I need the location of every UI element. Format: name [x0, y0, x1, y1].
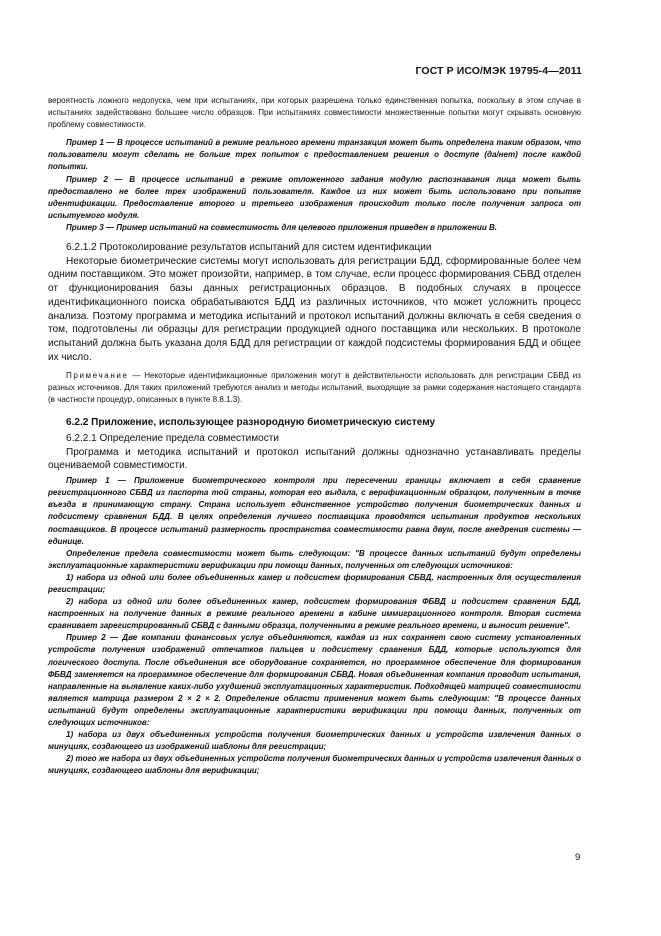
document-body: [48, 95, 581, 778]
example-4-item-2: 2) набора из одной или более объединенных камер, подсистем формирования ФБВД и подсистем сравнения БДД, настроенных на получение данных в режиме реального времени в кабине иммиграционного контроля. Вторая система сравнивает зарегистрированный СБВД с данными образца, полученными в режиме реального времени, и выносит решение".: [48, 597, 581, 631]
example-text: — Приложение биометрического контроля при пересечении границы включает в себя сравнение регистрационного СБВД из паспорта той страны, которая его выдала, с верификационным образцом, полученным в точке въезда в принимающую страну. Страна использует единственное устройство получения биометрических данных и подсистему сравнения БДД. В целях определения лучшего поставщика проводятся испытания продуктов нескольких поставщиков. В процессе испытаний размерность пространства совместимости равна двум, после внедрения системы — единице.: [48, 476, 581, 546]
document-header: ГОСТ Р ИСО/МЭК 19795-4—2011: [415, 65, 582, 77]
example-5: [48, 632, 581, 729]
paragraph-continuation: вероятность ложного недопуска, чем при испытаниях, при которых разрешена только единственная попытка, поскольку в этом случае в испытаниях задействовано большее число образцов. При испытаниях совместимости множественные попытки могут скрывать основную проблему совместимости.: [48, 96, 581, 130]
example-4: [48, 475, 581, 548]
page-number: 9: [575, 852, 581, 863]
example-3: [48, 222, 581, 234]
example-label: Пример 1: [66, 138, 104, 148]
paragraph-6-2-2-1: Программа и методика испытаний и протокол испытаний должны однозначно устанавливать пределы оцениваемой совместимости.: [48, 446, 581, 472]
example-2: [48, 174, 581, 222]
section-heading-6-2-1-2: 6.2.1.2 Протоколирование результатов испытаний для систем идентификации: [66, 242, 432, 254]
example-5-item-2: 2) того же набора из двух объединенных устройств получения биометрических данных и устройств извлечения данных о минуциях, создающего шаблоны для верификации;: [48, 754, 581, 776]
example-label: Пример 3: [66, 222, 104, 232]
example-4-item-1: 1) набора из одной или более объединенных камер и подсистем формирования СБВД, настроенных для осуществления регистрации;: [48, 572, 581, 595]
paragraph-6-2-1-2: Некоторые биометрические системы могут использовать для регистрации БДД, сформированные более чем одним поставщиком. Это может произойти, например, в том случае, если процесс формирования СБВД отделен от функционирования базы данных регистрационных образцов. В подобных случаях в процессе идентификационного поиска обрабатываются БДД из различных источников, что может усложнить процесс анализа. Поэтому программа и методика испытаний и протокол испытаний должны включать в себя сведения о том, подготовлены ли образцы для регистрации продукцией одного поставщика или нескольких. В протоколе испытаний должна быть указана доля БДД для регистрации от каждой подсистемы формирования БДД и общее их число.: [48, 255, 581, 363]
example-text: — В процессе испытаний в режиме реального времени транзакция может быть определена таким образом, что пользователи могут сделать не больше трех попыток с предоставлением решения о доступе (да/нет) после каждой попытки.: [48, 138, 581, 172]
example-text: — Пример испытаний на совместимость для целевого приложения приведен в приложении В.: [103, 222, 498, 232]
example-label: Пример 2: [66, 633, 106, 643]
note-text: — Некоторые идентификационные приложения могут в действительности использовать для регистрации СБВД из разных источников. Для таких приложений требуются анализ и методы испытаний, выходящие за рамки содержания настоящего стандарта (в частности процедур, описанных в пункте 8.8.1.3).: [48, 371, 581, 405]
example-text: — В процессе испытаний в режиме отложенного задания модулю распознавания лица может быть предоставлено не более трех изображений пользователя. Каждое из них может быть использовано при попытке идентификации. Предоставление второго и третьего изображения происходит только после получения запроса от испытуемого модуля.: [48, 174, 581, 220]
example-4-definition: Определение предела совместимости может быть следующим: "В процессе данных испытаний будут определены эксплуатационные характеристики верификации при помощи данных, полученных от следующих источников:: [48, 548, 581, 570]
example-label: Пример 1: [66, 476, 110, 486]
section-heading-6-2-2: 6.2.2 Приложение, использующее разнородную биометрическую систему: [66, 417, 436, 429]
example-label: Пример 2: [66, 174, 109, 184]
example-text: — Две компании финансовых услуг объединяются, каждая из них сохраняет свою систему установленных устройств получения изображений отпечатков пальцев и подсистему сравнения БДД, которые используются для логического доступа. После объединения все оборудование сохраняется, но программное обеспечение для формирования ФБВД заменяется на программное обеспечение для формирования СБВД. Новая объединенная компания проводит испытания, направленные на выявление каких-либо ухудшений эксплуатационных характеристик. Подходящей матрицей совместимости является матрица размером 2 × 2 × 2. Определение области применения может быть следующим: "В процессе данных испытаний будут определены эксплуатационные характеристики верификации при помощи данных, полученных от следующих источников:: [48, 633, 581, 728]
example-5-item-1: 1) набора из двух объединенных устройств получения биометрических данных и устройств извлечения данных о минуциях, создающего из изображений шаблоны для регистрации;: [48, 730, 581, 752]
note-label: Примечание: [66, 371, 129, 381]
section-heading-6-2-2-1: 6.2.2.1 Определение предела совместимости: [66, 433, 279, 445]
note: [48, 370, 581, 406]
example-1: [48, 137, 581, 173]
